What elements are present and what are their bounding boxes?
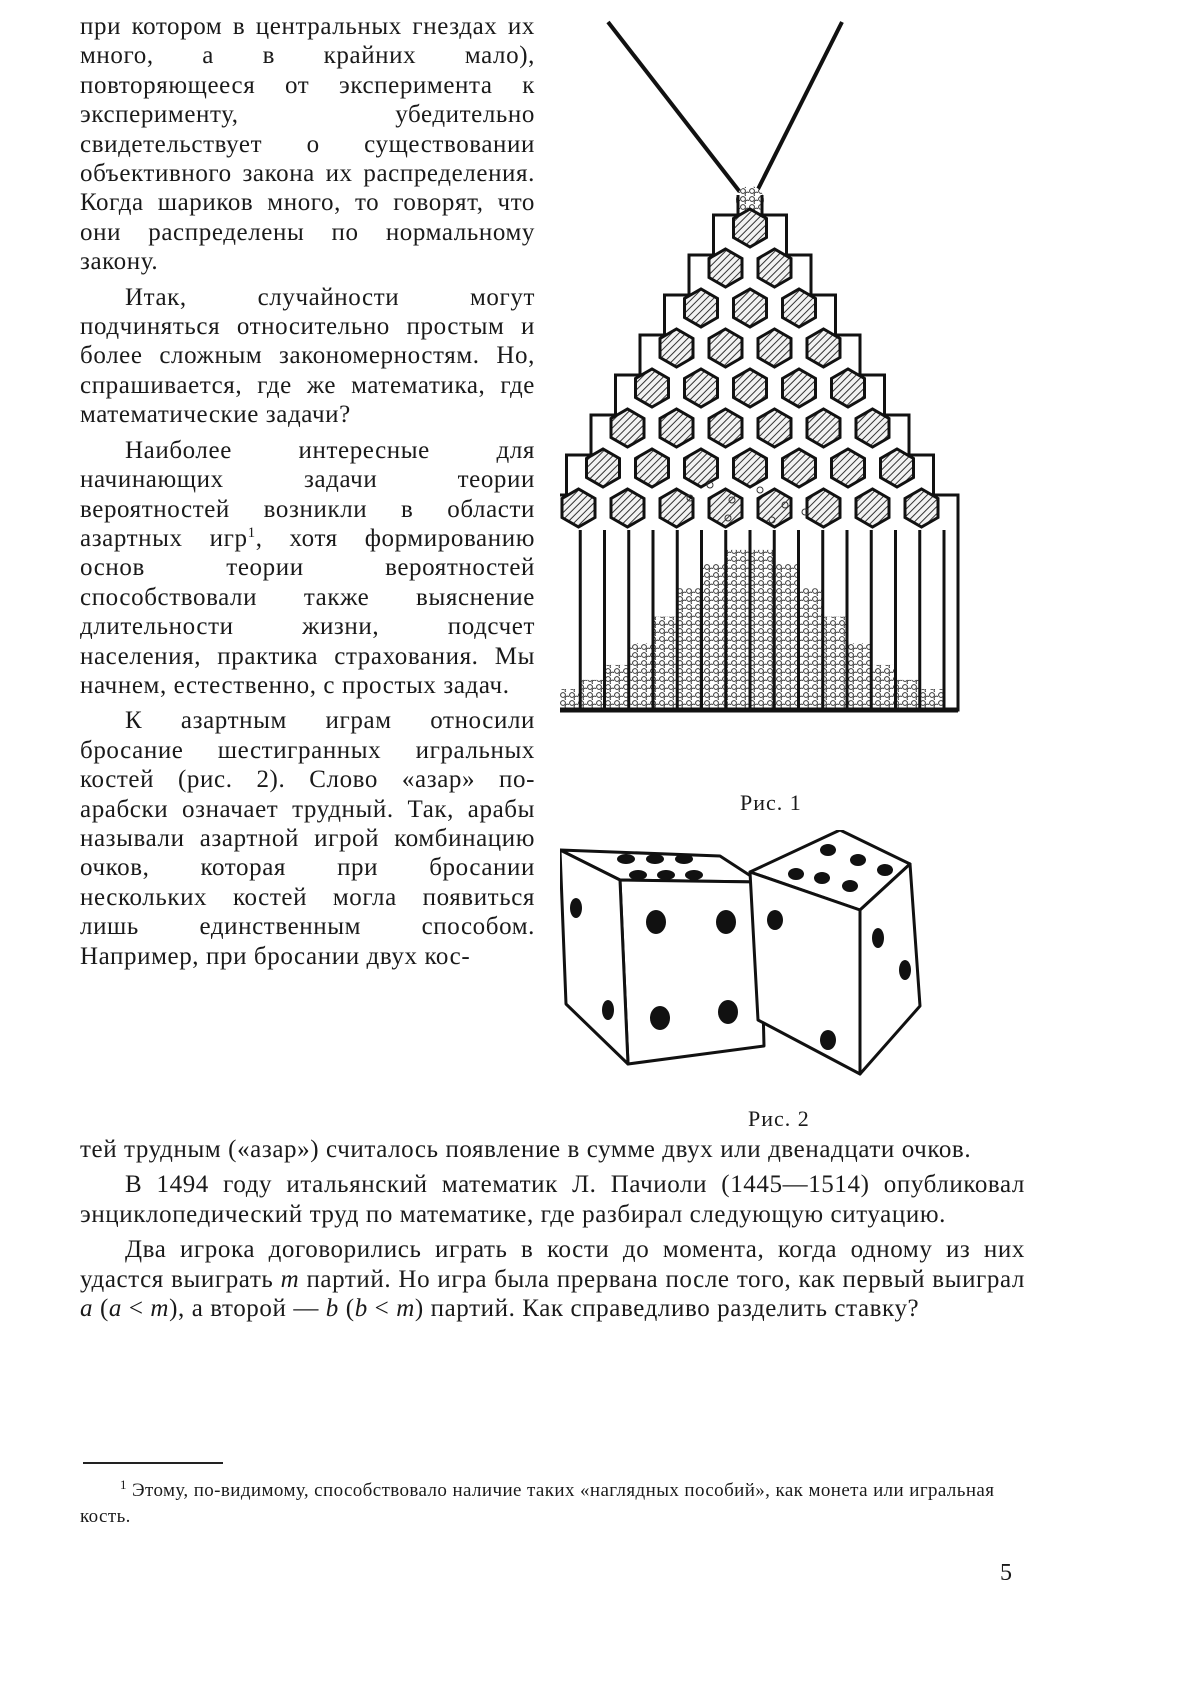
footnote	[80, 1478, 1025, 1530]
peg	[758, 329, 791, 367]
peg	[709, 409, 742, 447]
peg	[856, 489, 889, 527]
peg	[856, 409, 889, 447]
suspension-line	[608, 22, 750, 205]
var-a: a	[108, 1295, 122, 1323]
footnote-mark: 1	[120, 1477, 127, 1492]
peg	[807, 329, 840, 367]
ball-stack	[605, 665, 629, 708]
less-than-sign: <	[122, 1295, 151, 1323]
peg	[832, 449, 865, 487]
dice-figure	[560, 830, 1030, 1110]
ball-stack	[823, 617, 847, 708]
paragraph-gambling-origins	[80, 436, 535, 701]
galton-board-drawing	[560, 20, 1030, 790]
var-m: m	[150, 1295, 170, 1323]
problem-text-1: Два игрока договорились играть в кости до момента, когда одному из них удастся выиграть	[80, 1236, 1025, 1293]
ball-stack	[750, 550, 774, 708]
page-number: 5	[1000, 1560, 1012, 1586]
ball-stack	[920, 689, 944, 708]
die-left	[560, 850, 764, 1064]
peg	[611, 489, 644, 527]
footnote-divider	[83, 1462, 223, 1464]
ball-stack	[560, 689, 580, 708]
falling-ball	[757, 487, 763, 493]
var-a: a	[80, 1295, 94, 1323]
var-b: b	[325, 1295, 339, 1323]
peg	[832, 369, 865, 407]
ball-stack	[653, 617, 677, 708]
footnote-ref[interactable]: 1	[247, 524, 256, 541]
peg	[734, 289, 767, 327]
full-width-text	[80, 1135, 1025, 1323]
peg	[783, 449, 816, 487]
paragraph-distribution: при котором в центральных гнездах их много, а в крайних мало), повторяющееся от эксперимента к эксперименту, убедительно свидетельствует о существовании объективного закона их распределения. Когда шариков много, то говорят, что они распределены по нормальному закону.	[80, 13, 535, 276]
suspension-line	[750, 22, 842, 205]
paragraph-pacioli: В 1494 году итальянский математик Л. Пачиоли (1445—1514) опубликовал энциклопедический труд по математике, где разбирал следующую ситуацию.	[80, 1171, 1025, 1228]
peg	[783, 369, 816, 407]
ball-stack	[774, 564, 798, 708]
paragraph-randomness: Итак, случайности могут подчиняться относительно простым и более сложным закономерностям. Но, спрашивается, где же математика, где математические задачи?	[80, 283, 535, 429]
galton-board-figure	[560, 20, 1030, 790]
peg	[905, 489, 938, 527]
left-column-text	[80, 12, 535, 971]
peg	[807, 489, 840, 527]
peg	[807, 409, 840, 447]
less-than-sign: <	[367, 1295, 397, 1323]
galton-board	[560, 22, 958, 710]
paragraph-gambling-part1: Наиболее интересные для начинающих задачи теории вероятностей возникли в области азартных игр	[80, 436, 535, 552]
figure-2-caption: Рис. 2	[748, 1106, 810, 1131]
peg	[685, 369, 718, 407]
ball-stack	[896, 680, 920, 708]
ball-stack	[871, 665, 895, 708]
ball-stack	[702, 564, 726, 708]
problem-text-3: (	[93, 1295, 109, 1323]
var-m: m	[396, 1295, 415, 1323]
peg	[783, 289, 816, 327]
dice-drawing	[560, 830, 1030, 1110]
problem-text-4: ), а второй —	[169, 1295, 326, 1323]
peg	[709, 249, 742, 287]
peg	[734, 369, 767, 407]
peg	[562, 489, 595, 527]
peg	[587, 449, 620, 487]
peg	[636, 449, 669, 487]
ball-stack	[799, 588, 823, 708]
peg	[660, 409, 693, 447]
peg	[709, 489, 742, 527]
problem-text-6: ) партий. Как справедливо разделить ставку?	[414, 1295, 920, 1323]
peg	[758, 249, 791, 287]
peg	[881, 449, 914, 487]
problem-text-5: (	[338, 1295, 355, 1323]
footnote-text: Этому, по-видимому, способствовало наличие таких «наглядных пособий», как монета или игральная кость.	[80, 1480, 995, 1527]
ball-stack	[677, 588, 701, 708]
paragraph-dice: К азартным играм относили бросание шестигранных игральных костей (рис. 2). Слово «азар» по-арабски означает трудный. Так, арабы называли азартной игрой комбинацию очков, которая при бросании нескольких костей могла появиться лишь единственным способом. Например, при бросании двух кос-	[80, 707, 535, 970]
paragraph-gambling-part2: , хотя формированию основ теории вероятностей способствовали также выяснение длительности жизни, подсчет населения, практика страхования. Мы начнем, естественно, с простых задач.	[80, 524, 535, 699]
peg	[636, 369, 669, 407]
ball-stack	[580, 680, 604, 708]
paragraph-problem	[80, 1235, 1025, 1323]
peg	[660, 489, 693, 527]
ball-stack	[847, 644, 871, 708]
peg	[660, 329, 693, 367]
peg	[611, 409, 644, 447]
ball-stack	[629, 644, 653, 708]
peg	[685, 449, 718, 487]
figure-1-caption: Рис. 1	[740, 790, 802, 815]
var-b: b	[354, 1295, 368, 1323]
problem-text-2: партий. Но игра была прервана после того, как первый выиграл	[299, 1265, 1025, 1293]
ball-stack	[726, 550, 750, 708]
peg	[685, 289, 718, 327]
var-m: m	[280, 1265, 300, 1293]
paragraph-dice-continued: тей трудным («азар») считалось появление в сумме двух или двенадцати очков.	[80, 1136, 972, 1163]
peg	[734, 449, 767, 487]
peg	[758, 409, 791, 447]
peg	[709, 329, 742, 367]
peg	[734, 209, 767, 247]
